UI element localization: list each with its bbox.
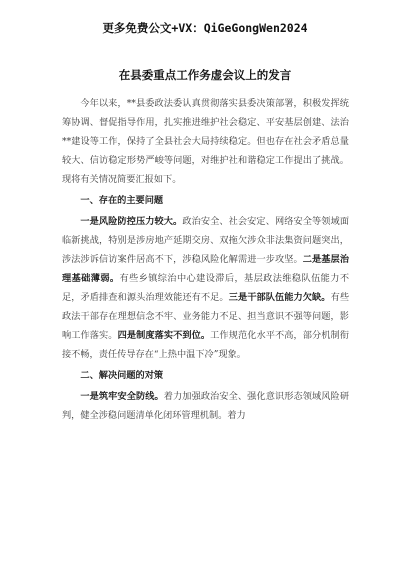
point-1-text: 政治安全、社会安定、网络安全等领域面临新挑战，特别是涉房地产延期交房、双拖欠涉众非法集资问题突出，涉法涉诉信访案件居高不下，涉稳风险化解需进一步攻坚。 bbox=[62, 216, 350, 265]
point-2-text: 有些乡镇综治中心建设滞后，基层政法维稳队伍能力不足，矛盾排查和源头治理效能还有不足。 bbox=[62, 273, 350, 303]
watermark-header: 更多免费公文+VX：QiGeGongWen2024 bbox=[102, 21, 308, 35]
intro-paragraph: 今年以来，**县委政法委认真贯彻落实县委决策部署，积极发挥统筹协调、督促指导作用，扎实推进维护社会稳定、平安基层创建、法治**建设等工作，保持了全县社会大局持续稳定。但也存在社会矛盾总量较大、信访稳定形势严峻等问题，对维护社和谐稳定工作提出了挑战。现将有关情况简要汇报如下。 bbox=[62, 98, 349, 185]
document-title: 在县委重点工作务虚会议上的发言 bbox=[118, 68, 292, 82]
solution-1-lead: 一是筑牢安全防线。 bbox=[80, 391, 164, 402]
point-1-lead: 一是风险防控压力较大。 bbox=[80, 216, 183, 227]
section-heading-solutions: 二、解决问题的对策 bbox=[80, 370, 164, 381]
point-4-lead: 四是制度落实不到位。 bbox=[117, 330, 211, 341]
document-body bbox=[62, 94, 349, 425]
point-4-text: 工作规范化水平不高，部分机制衔接不畅，责任传导存在“上热中温下冷”现象。 bbox=[62, 330, 350, 360]
point-3-text: 有些政法干部存在理想信念不牢、业务能力不足、担当意识不强等问题，影响工作落实。 bbox=[62, 292, 350, 341]
problems-paragraph bbox=[62, 212, 349, 364]
point-2-lead: 二是基层治理基础薄弱。 bbox=[62, 254, 350, 284]
section-heading-problems: 一、存在的主要问题 bbox=[80, 195, 164, 206]
point-3-lead: 三是干部队伍能力欠缺。 bbox=[228, 292, 331, 303]
solution-1-text: 着力加强政治安全、强化意识形态领域风险研判，健全涉稳问题清单化闭环管理机制。着力 bbox=[62, 391, 350, 421]
solutions-paragraph bbox=[62, 387, 349, 425]
